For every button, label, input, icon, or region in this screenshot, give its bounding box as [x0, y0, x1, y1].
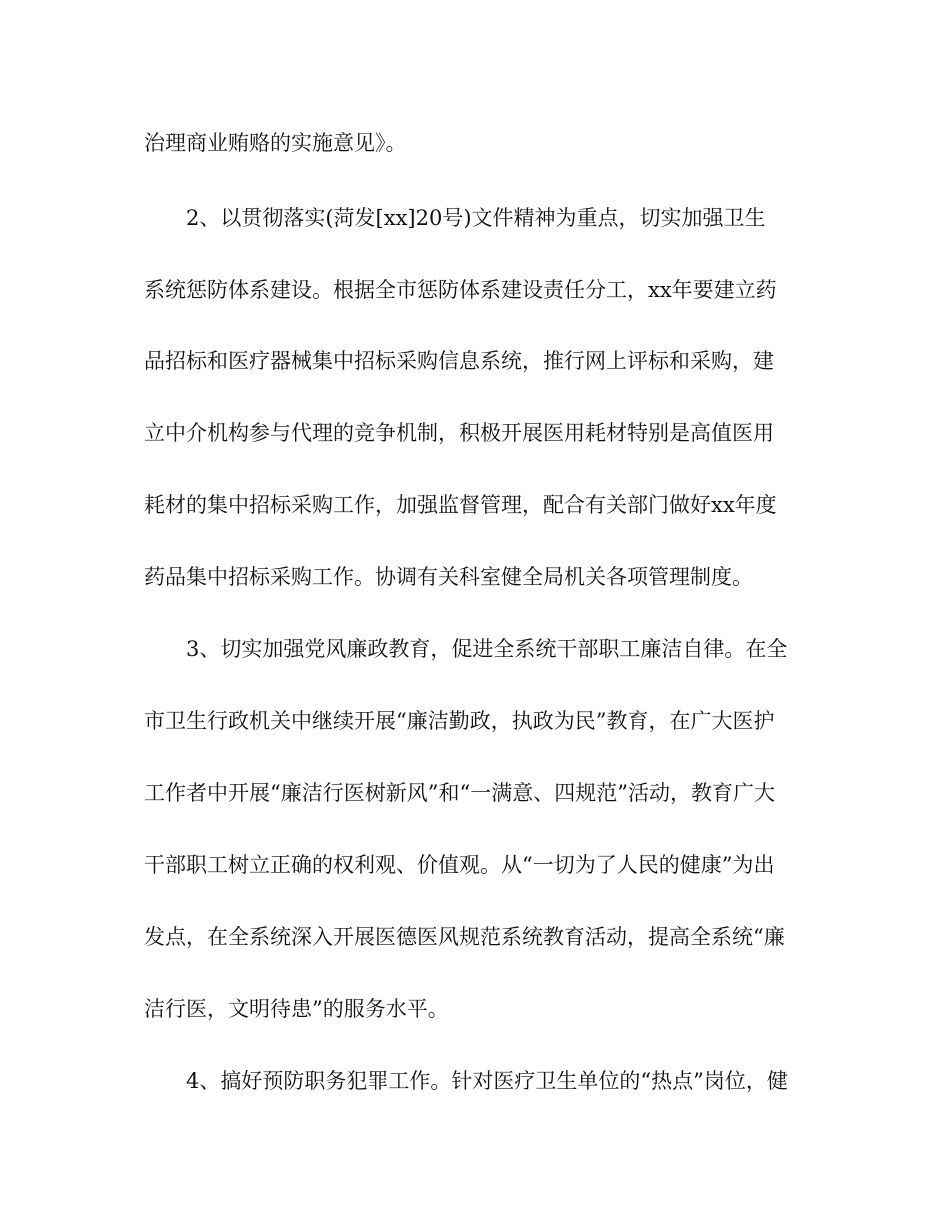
- text-line: 治理商业贿赂的实施意见》。: [144, 131, 407, 155]
- text-line: 洁行医，文明待患”的服务水平。: [144, 997, 449, 1021]
- text-line: 发点，在全系统深入开展医德医风规范系统教育活动，提高全系统“廉: [144, 925, 785, 949]
- paragraph-4-start: 4、搞好预防职务犯罪工作。针对医疗卫生单位的“热点”岗位，健: [186, 1069, 788, 1093]
- text-line: 系统惩防体系建设。根据全市惩防体系建设责任分工，xx年要建立药: [144, 278, 777, 302]
- text-line: 干部职工树立正确的权利观、价值观。从“一切为了人民的健康”为出: [144, 853, 775, 877]
- text-line: 耗材的集中招标采购工作，加强监督管理，配合有关部门做好xx年度: [144, 493, 777, 517]
- text-line: 工作者中开展“廉洁行医树新风”和“一满意、四规范”活动，教育广大: [144, 781, 775, 805]
- text-line: 药品集中招标采购工作。协调有关科室健全局机关各项管理制度。: [144, 565, 753, 589]
- text-line: 立中介机构参与代理的竞争机制，积极开展医用耗材特别是高值医用: [144, 421, 774, 445]
- paragraph-2-start: 2、以贯彻落实(菏发[xx]20号)文件精神为重点，切实加强卫生: [186, 206, 766, 230]
- paragraph-3-start: 3、切实加强党风廉政教育，促进全系统干部职工廉洁自律。在全: [186, 637, 788, 661]
- text-line: 市卫生行政机关中继续开展“廉洁勤政，执政为民”教育，在广大医护: [144, 709, 775, 733]
- text-line: 品招标和医疗器械集中招标采购信息系统，推行网上评标和采购，建: [144, 349, 774, 373]
